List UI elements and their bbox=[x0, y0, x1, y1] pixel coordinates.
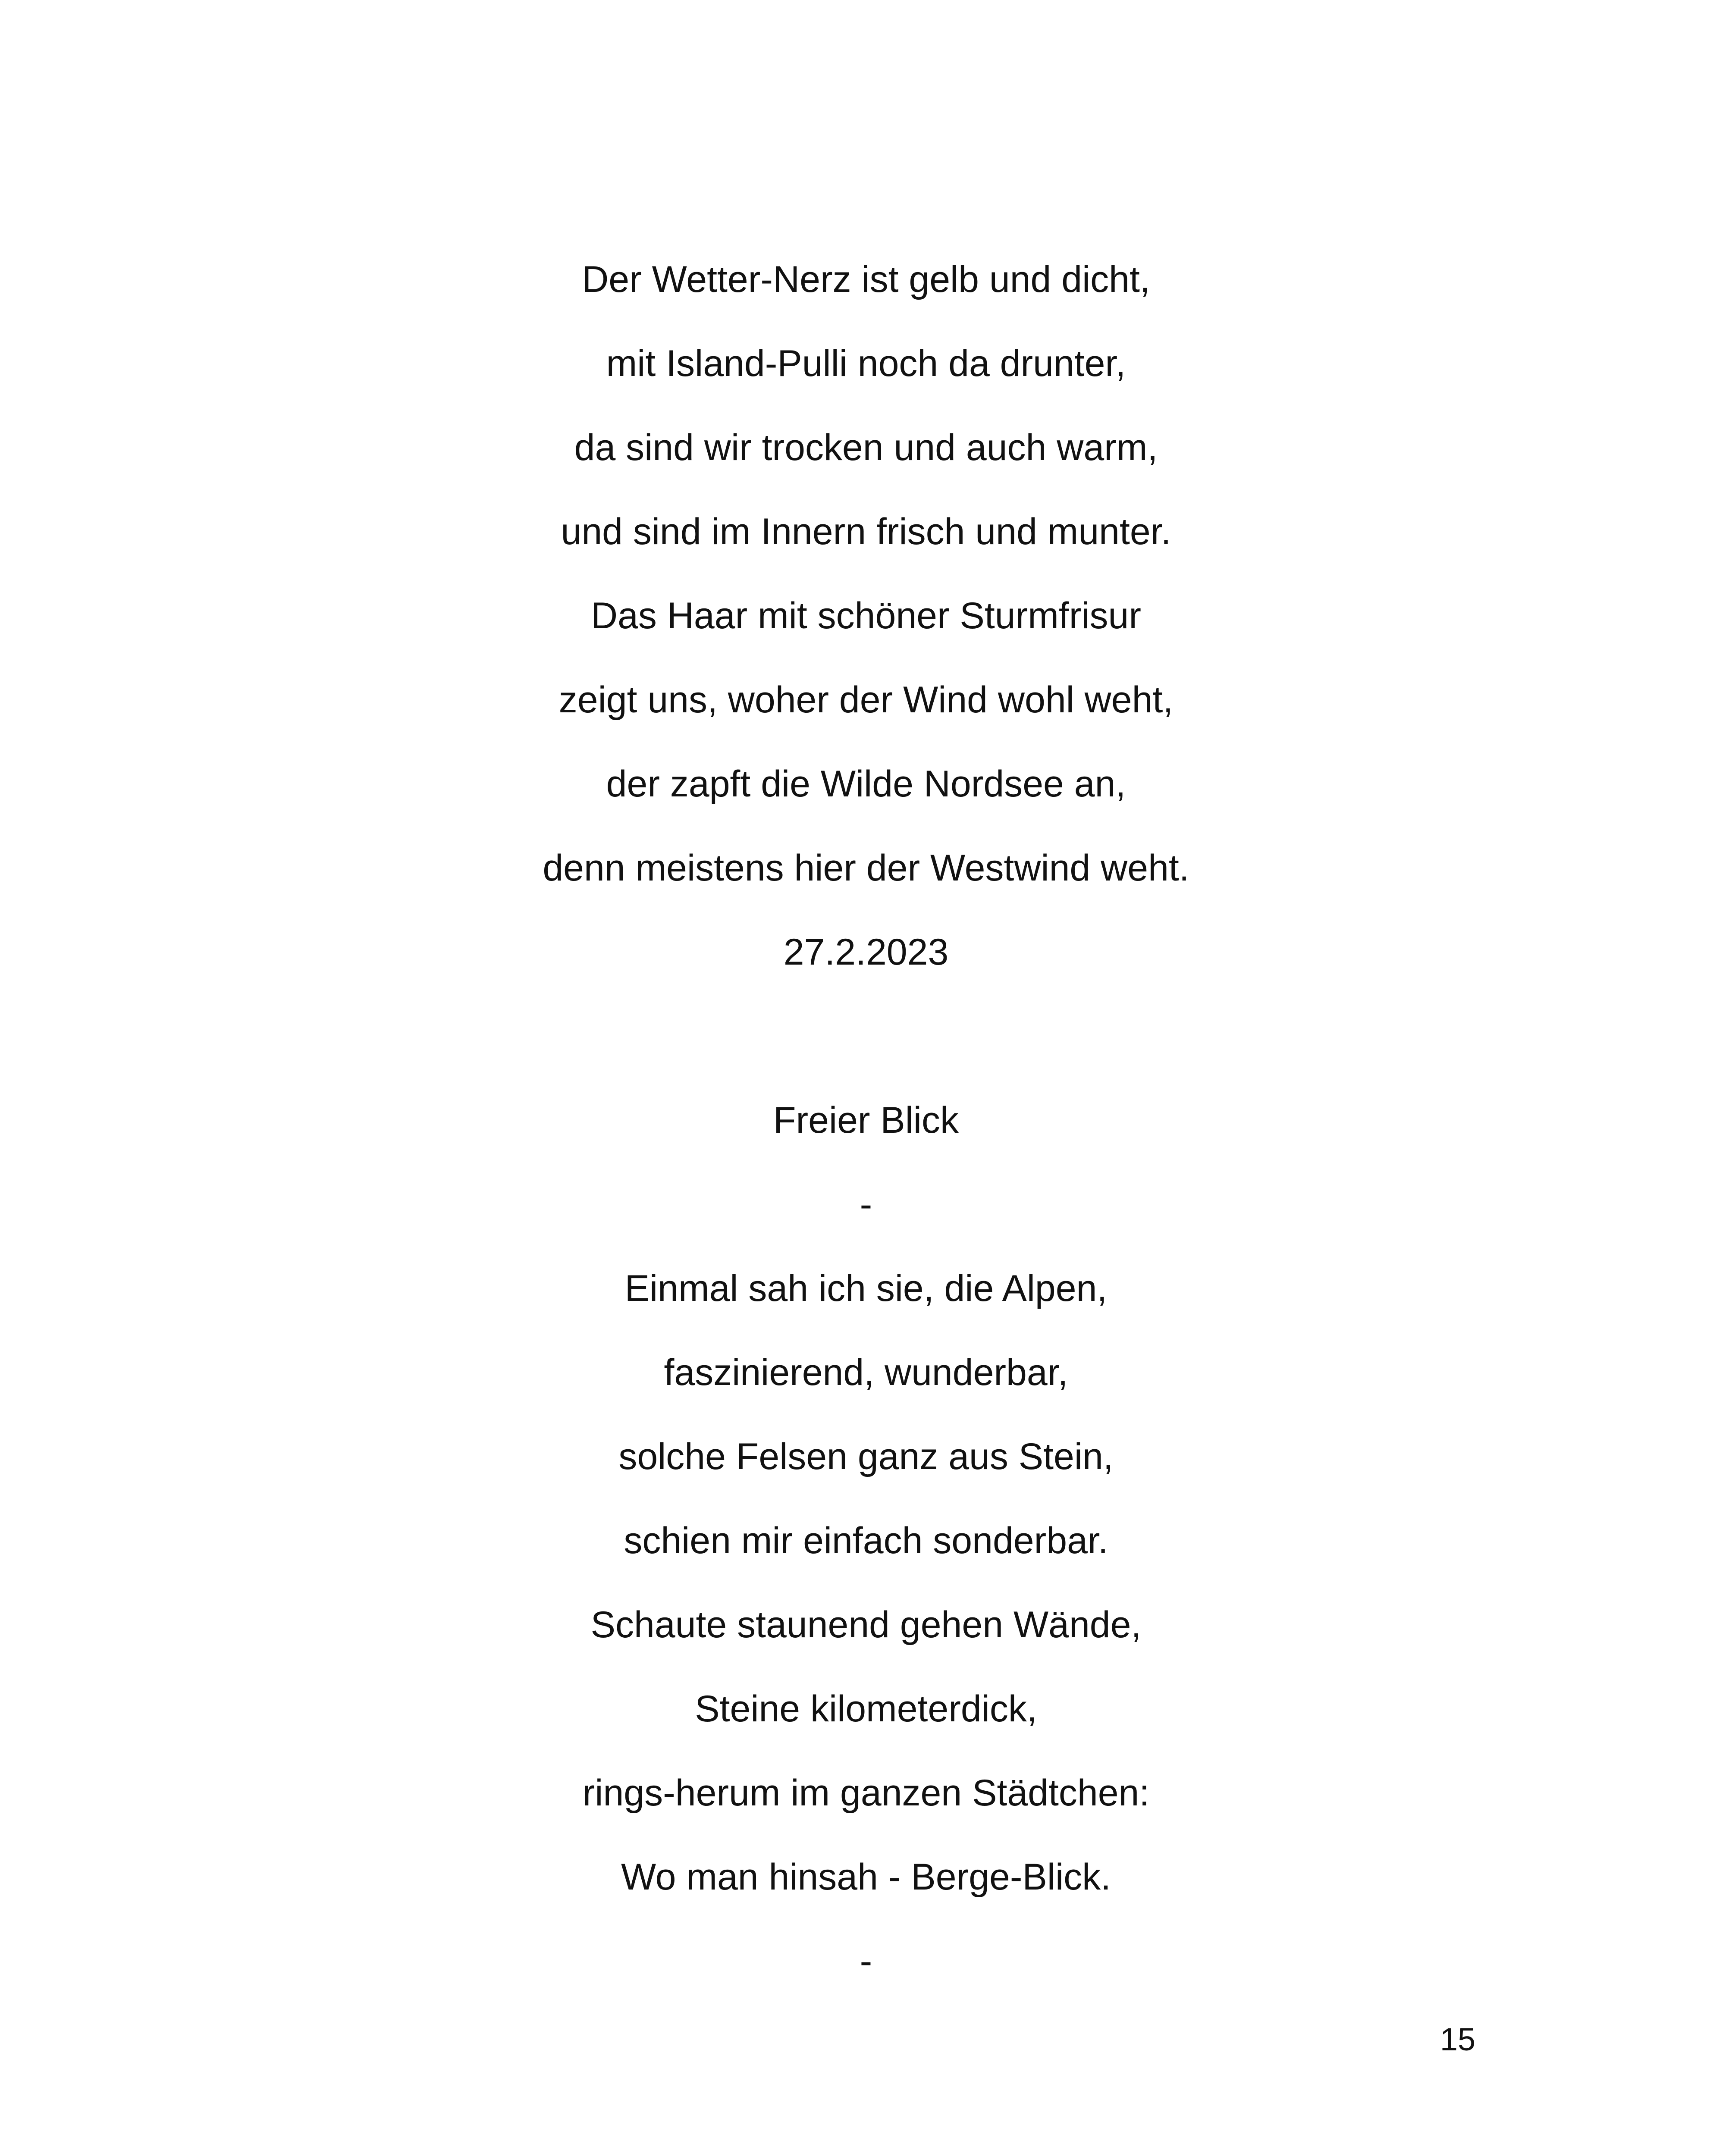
separator-dash: - bbox=[860, 1184, 872, 1225]
poem-line: faszinierend, wunderbar, bbox=[664, 1352, 1068, 1393]
poem-line: Der Wetter-Nerz ist gelb und dicht, bbox=[582, 259, 1150, 300]
poem-line: Einmal sah ich sie, die Alpen, bbox=[624, 1268, 1108, 1309]
poem-line: Steine kilometerdick, bbox=[695, 1688, 1037, 1730]
poem-title: Freier Blick bbox=[773, 1100, 959, 1141]
poem-line: der zapft die Wilde Nordsee an, bbox=[606, 763, 1126, 805]
poem-line: schien mir einfach sonderbar. bbox=[624, 1520, 1108, 1561]
poem-line: mit Island-Pulli noch da drunter, bbox=[606, 343, 1126, 384]
poem-line: und sind im Innern frisch und munter. bbox=[561, 511, 1171, 552]
poem-line: zeigt uns, woher der Wind wohl weht, bbox=[559, 679, 1173, 721]
poem-line: rings-herum im ganzen Städtchen: bbox=[582, 1772, 1150, 1814]
page-number: 15 bbox=[1440, 2021, 1476, 2057]
poem-date: 27.2.2023 bbox=[783, 931, 949, 973]
poem-line: Das Haar mit schöner Sturmfrisur bbox=[591, 595, 1141, 636]
poem-line: Schaute staunend gehen Wände, bbox=[590, 1604, 1142, 1645]
poem-line: da sind wir trocken und auch warm, bbox=[574, 427, 1158, 468]
separator-dash: - bbox=[860, 1940, 872, 1982]
poem-line: Wo man hinsah - Berge-Blick. bbox=[621, 1856, 1111, 1898]
poem-line: denn meistens hier der Westwind weht. bbox=[543, 847, 1189, 889]
poem-line: solche Felsen ganz aus Stein, bbox=[618, 1436, 1114, 1477]
